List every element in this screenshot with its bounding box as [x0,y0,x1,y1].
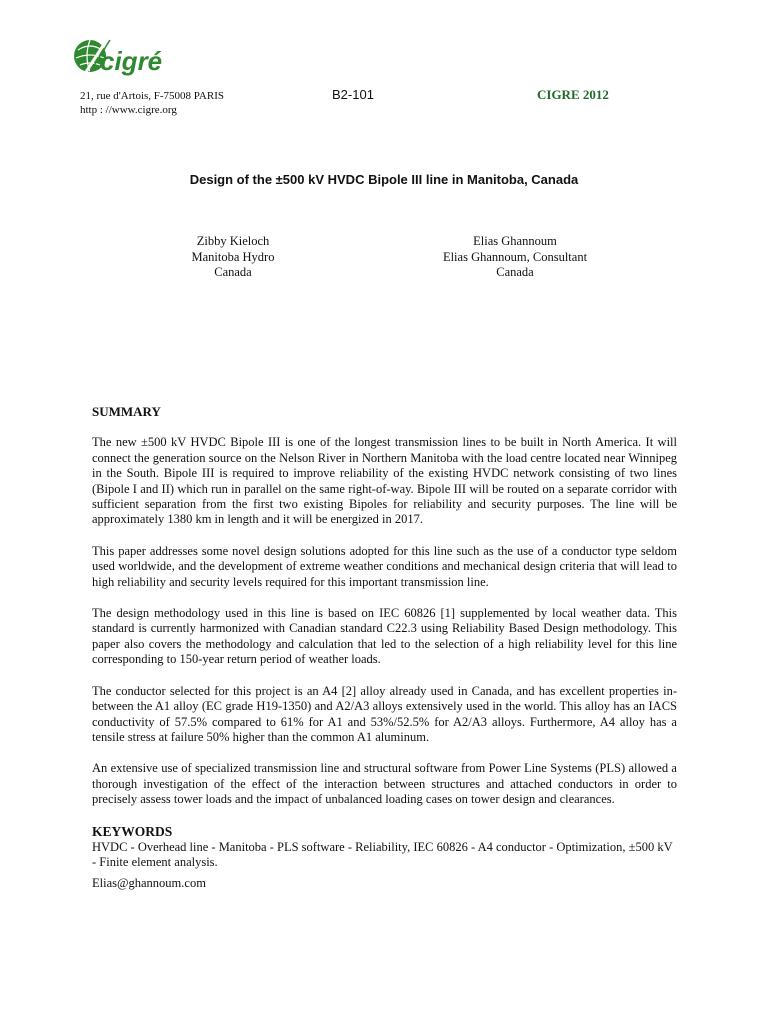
author-email[interactable]: Elias@ghannoum.com [92,876,206,891]
author-country: Canada [214,265,252,279]
keywords-text: HVDC - Overhead line - Manitoba - PLS software - Reliability, IEC 60826 - A4 conductor - Optimization, ±500 kV - Finite element analysis. [92,839,673,869]
summary-heading: SUMMARY [92,404,161,419]
summary-paragraph: The conductor selected for this project is an A4 [2] alloy already used in Canada, and has excellent properties in-between the A1 alloy (EC grade H19-1350) and A2/A3 alloys extensively used in the world. This alloy has an IACS conductivity of 57.5% compared to 61% for A1 and 53%/52.5% for A2/A3 alloys. Furthermore, A4 alloy has a tensile stress at failure 50% higher than the common A1 aluminum. [92,683,677,744]
paper-title: Design of the ±500 kV HVDC Bipole III line in Manitoba, Canada [189,172,579,187]
author-affiliation: Elias Ghannoum, Consultant [442,249,588,264]
author-country: Canada [496,265,534,279]
author-block [385,234,645,281]
author-affiliation: Manitoba Hydro [191,249,275,264]
address-block [80,89,224,117]
summary-paragraph: An extensive use of specialized transmission line and structural software from Power Line Systems (PLS) allowed a thorough investigation of the effect of the interaction between structures and attached conductors in order to precisely assess tower loads and the impact of unbalanced loading cases on tower design and clearances. [92,761,677,807]
address-line: 21, rue d'Artois, F-75008 PARIS [80,90,224,102]
summary-paragraph: The design methodology used in this line is based on IEC 60826 [1] supplemented by local weather data. This standard is currently harmonized with Canadian standard C22.3 using Reliability Based Design methodology. This paper also covers the methodology and calculation that led to the selection of a high reliability level for this line corresponding to 150-year return period of weather loads. [92,606,677,667]
author-name: Elias Ghannoum [473,234,557,248]
paper-id: B2-101 [332,87,374,102]
conference-name: CIGRE 2012 [537,87,609,102]
main-content [92,404,677,892]
keywords-heading: KEYWORDS [92,823,173,839]
author-name: Zibby Kieloch [196,234,270,248]
summary-paragraph: This paper addresses some novel design solutions adopted for this line such as the use of a conductor type seldom used worldwide, and the development of extreme weather conditions and mechanical design criteria that will lead to high reliability and security levels required for this important transmission line. [92,543,677,589]
logo-wordmark: cigré [100,46,163,76]
author-block [103,234,363,281]
summary-paragraph: The new ±500 kV HVDC Bipole III is one of the longest transmission lines to be built in North America. It will connect the generation source on the Nelson River in Northern Manitoba with the load centre located near Winnipeg in the South. Bipole III is required to improve reliability of the existing HVDC network consisting of two lines (Bipole I and II) which run in parallel on the same right-of-way. Bipole III will be routed on a separate corridor with sufficient separation from the first two existing Bipoles for reliability and security purposes. The line will be approximately 1380 km in length and it will be energized in 2017. [92,435,677,527]
website-link[interactable]: http : //www.cigre.org [80,104,177,116]
